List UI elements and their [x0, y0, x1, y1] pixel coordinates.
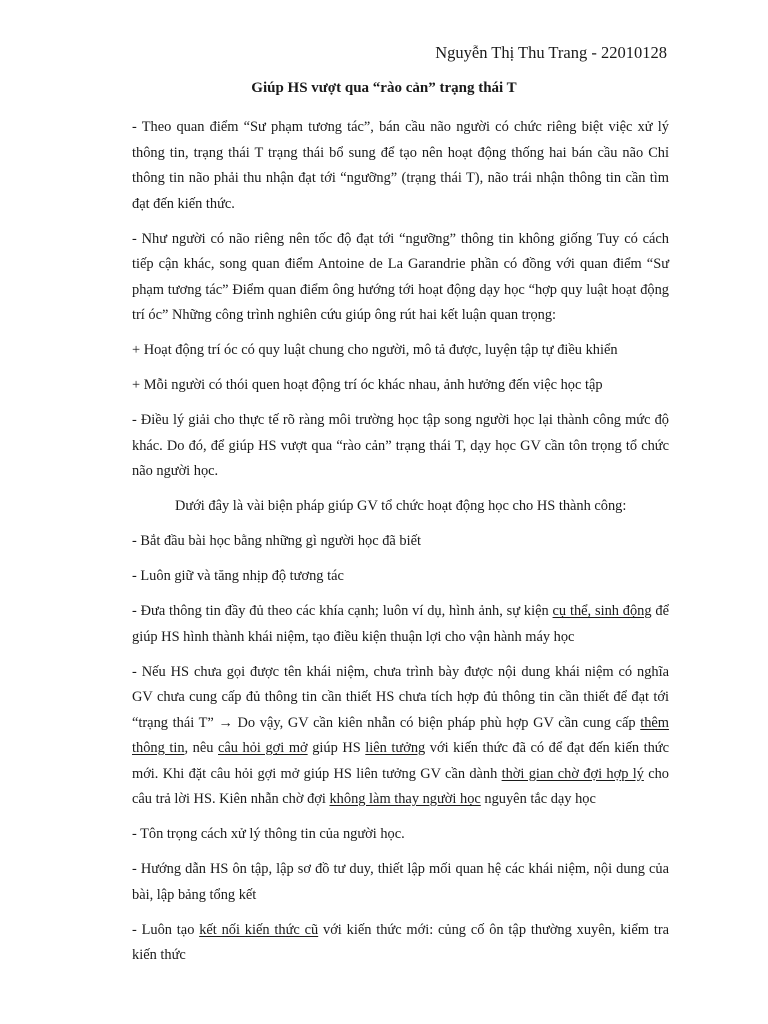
paragraph-13 [132, 918, 669, 969]
paragraph-9-text-1: - Đưa thông tin đầy đủ theo các khía cạnh; luôn ví dụ, hình ảnh, sự kiện [132, 603, 553, 619]
paragraph-6: Dưới đây là vài biện pháp giúp GV tổ chức hoạt động học cho HS thành công: [175, 498, 627, 514]
paragraph-12: - Hướng dẫn HS ôn tập, lập sơ đồ tư duy, thiết lập mối quan hệ các khái niệm, nội dung của bài, lập bảng tổng kết [132, 861, 669, 903]
paragraph-2: - Như người có não riêng nên tốc độ đạt tới “ngưỡng” thông tin không giống Tuy có cách tiếp cận khác, song quan điểm Antoine de La Garandrie phần có đồng với quan điểm “Sư phạm tương tác” Điểm quan điểm ông hướng tới hoạt động dạy học “hợp quy luật hoạt động trí óc” Những công trình nghiên cứu giúp ông rút hai kết luận quan trọng: [132, 230, 669, 323]
paragraph-3: + Hoạt động trí óc có quy luật chung cho người, mô tả được, luyện tập tự điều khiển [132, 342, 618, 358]
underlined-phrase: câu hỏi gợi mở [218, 740, 308, 756]
underlined-phrase: thêm thông tin [132, 714, 669, 756]
paragraph-9 [132, 599, 669, 650]
right-arrow-icon: → [218, 714, 233, 731]
paragraph-13-text-2: với kiến thức mới: củng cố ôn tập thường xuyên, kiểm tra kiến thức [132, 921, 669, 963]
paragraph-13-text-1: - Luôn tạo [132, 921, 200, 938]
paragraph-10-text-7: nguyên tắc dạy học [480, 791, 596, 807]
paragraph-10-text-3: , nêu [184, 740, 219, 756]
paragraph-5: - Điều lý giải cho thực tế rõ ràng môi trường học tập song người học lại thành công mức độ khác. Do đó, để giúp HS vượt qua “rào cản” trạng thái T, dạy học GV cần tôn trọng tổ chức não người học. [132, 412, 669, 479]
underlined-phrase: liên tưởng [365, 740, 426, 756]
underlined-phrase: kết nối kiến thức cũ [199, 921, 319, 938]
paragraph-10-text-2: Do vậy, GV cần kiên nhẫn có biện pháp phù hợp GV cần cung cấp [232, 714, 641, 731]
paragraph-10-text-5: với kiến thức đã có để đạt đến kiến thức mới. Khi đặt câu hỏi gợi mở giúp HS liên tưởng GV cần dành [132, 740, 669, 782]
underlined-phrase: cụ thể, sinh động [552, 603, 652, 619]
paragraph-4: + Mỗi người có thói quen hoạt động trí óc khác nhau, ảnh hưởng đến việc học tập [132, 377, 603, 393]
underlined-phrase: thời gian chờ đợi hợp lý [501, 765, 644, 782]
document-title: Giúp HS vượt qua “rào cản” trạng thái T [251, 80, 517, 96]
paragraph-10 [132, 660, 669, 813]
underlined-phrase: không làm thay người học [329, 791, 481, 807]
document-body [132, 115, 669, 978]
paragraph-1: - Theo quan điểm “Sư phạm tương tác”, bán cầu não người có chức riêng biệt việc xử lý thông tin, trạng thái T trạng thái bổ sung để tạo nên hoạt động thống hai bán cầu não Chỉ thông tin não phải thu nhận đạt tới “ngưỡng” (trạng thái T), não trái nhận thông tin cần tìm đạt đến kiến thức. [132, 119, 669, 212]
paragraph-10-text-4: giúp HS [307, 740, 366, 756]
paragraph-8: - Luôn giữ và tăng nhịp độ tương tác [132, 568, 344, 584]
author-line: Nguyễn Thị Thu Trang - 22010128 [435, 43, 667, 62]
paragraph-9-text-2: để giúp HS hình thành khái niệm, tạo điều kiện thuận lợi cho vận hành máy học [132, 603, 669, 645]
paragraph-10-text-1: - Nếu HS chưa gọi được tên khái niệm, chưa trình bày được nội dung khái niệm có nghĩa GV chưa cung cấp đủ thông tin cần thiết HS chưa tích hợp đủ thông tin cần thiết để đạt tới “trạng thái T” [132, 663, 669, 731]
paragraph-7: - Bắt đầu bài học bằng những gì người học đã biết [132, 533, 421, 549]
paragraph-10-text-6: cho câu trả lời HS. Kiên nhẫn chờ đợi [132, 765, 669, 807]
paragraph-11: - Tôn trọng cách xử lý thông tin của người học. [132, 826, 405, 842]
